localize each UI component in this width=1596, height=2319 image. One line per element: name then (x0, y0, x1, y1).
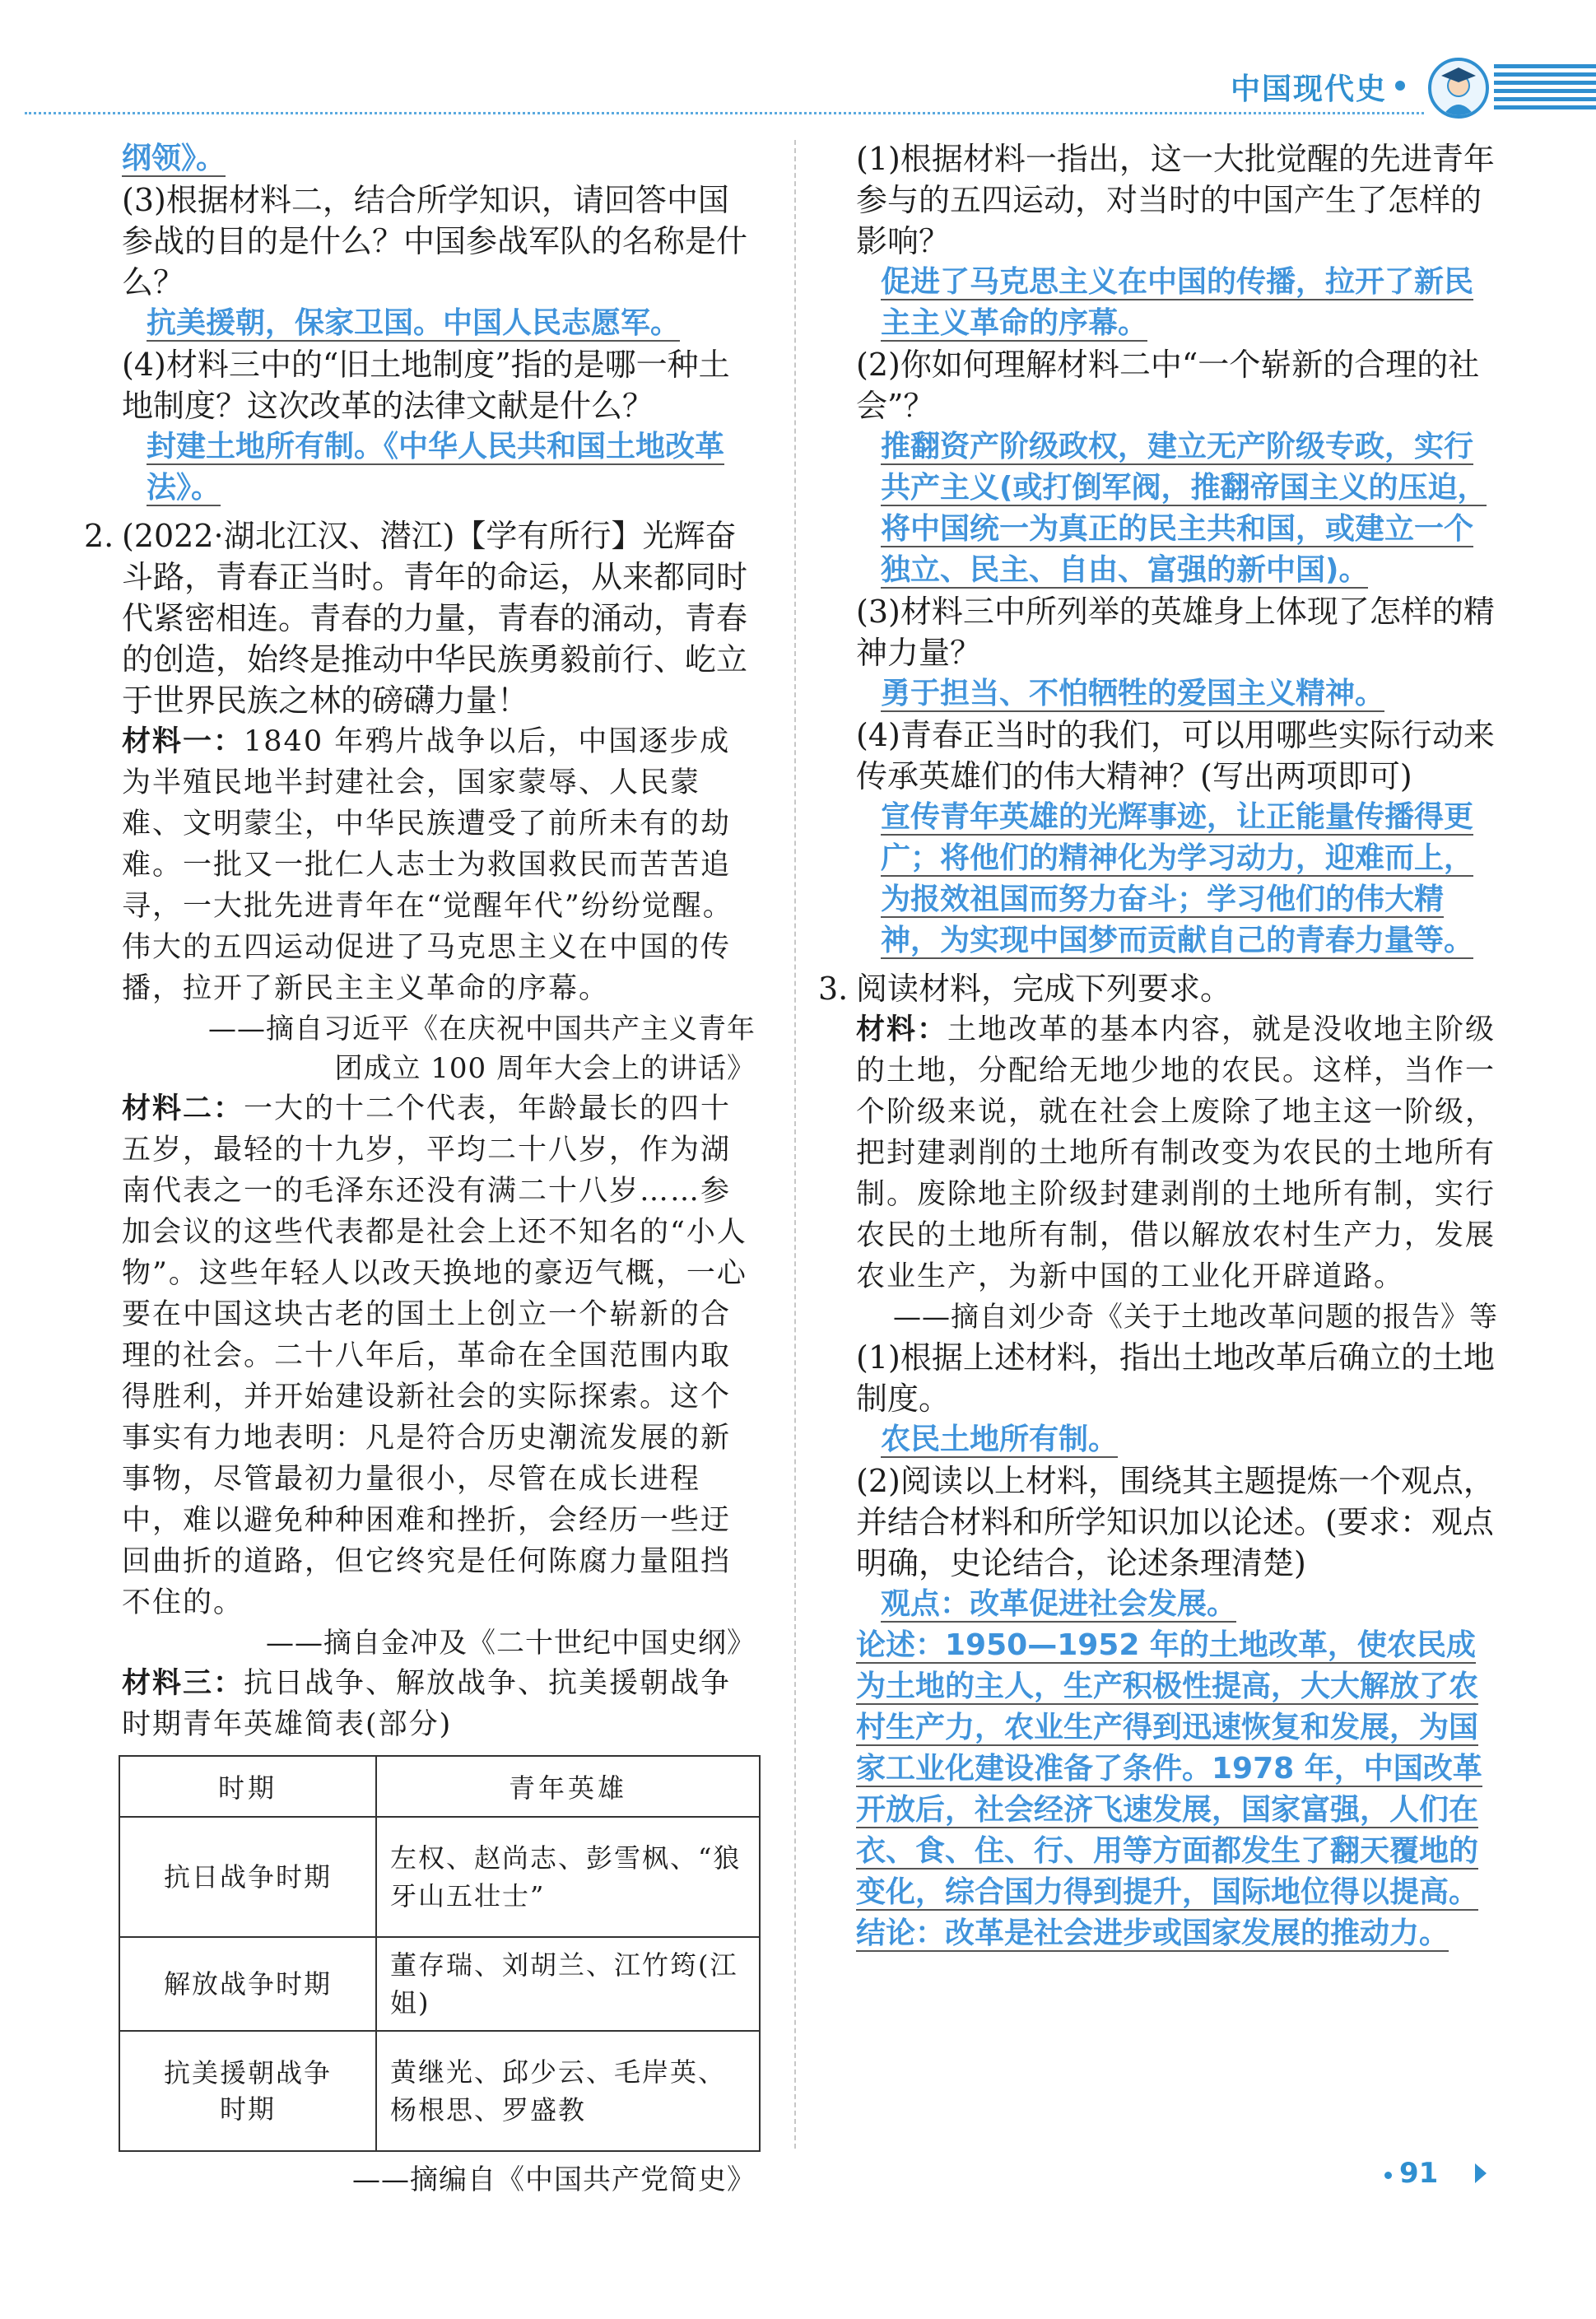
q3-sub-question-2: (2)阅读以上材料，围绕其主题提炼一个观点，并结合材料和所学知识加以论述。(要求：观点明确，史论结合，论述条理清楚) (856, 1463, 1495, 1581)
material-label: 材料： (856, 1013, 948, 1046)
material-3 (122, 1663, 756, 1745)
material-3-text: 抗日战争、解放战争、抗美援朝战争时期青年英雄简表(部分) (122, 1667, 732, 1741)
question-2-number: 2. (84, 518, 114, 554)
q3-conclusion (856, 1913, 1498, 1954)
q3-sub-question-1: (1)根据上述材料，指出土地改革后确立的土地制度。 (856, 1339, 1495, 1417)
section-title: 中国现代史 (1231, 72, 1388, 106)
sub-question-4: (4)青春正当时的我们，可以用哪些实际行动来传承英雄们的伟大精神？(写出两项即可) (856, 717, 1495, 794)
material-1-text: 1840 年鸦片战争以后，中国逐步成为半殖民地半封建社会，国家蒙辱、人民蒙难、文明蒙尘，中华民族遭受了前所未有的劫难。一批又一批仁人志士为救国救民而苦苦追寻，一大批先进青年在“觉醒年代”纷纷觉醒。伟大的五四运动促进了马克思主义在中国的传播，拉开了新民主主义革命的序幕。 (122, 725, 733, 1005)
header-stripes (1494, 64, 1596, 114)
material (856, 1009, 1498, 1297)
table-cell-heroes: 黄继光、邱少云、毛岸英、杨根思、罗盛教 (376, 2031, 760, 2151)
answer-3-text: 抗美援朝，保家卫国。中国人民志愿军。 (147, 306, 681, 340)
table-header-period: 时期 (119, 1756, 376, 1817)
question-3-number: 3. (818, 971, 849, 1007)
answer-4-text: 封建土地所有制。《中华人民共和国土地改革法》。 (147, 430, 725, 505)
next-arrow-icon (1475, 2163, 1487, 2183)
question-2-block (84, 515, 756, 721)
material-3-label: 材料三： (122, 1667, 244, 1700)
material-1-source-2: 团成立 100 周年大会上的讲话》 (334, 1052, 756, 1085)
answer-text (122, 138, 756, 179)
table-row (119, 1937, 760, 2031)
sub-answer-1-text: 促进了马克思主义在中国的传播，拉开了新民主主义革命的序幕。 (881, 265, 1474, 340)
title-dot (1395, 81, 1405, 91)
page-number-dot (1384, 2172, 1392, 2179)
material-2-text: 一大的十二个代表，年龄最长的四十五岁，最轻的十九岁，平均二十八岁，作为湖南代表之一的毛泽东还没有满二十八岁……参加会议的这些代表都是社会上还不知名的“小人物”。这些年轻人以改天换地的豪迈气概，一心要在中国这块古老的国土上创立一个崭新的合理的社会。二十八年后，革命在全国范围内取得胜利，并开始建设新社会的实际探索。这个事实有力地表明：凡是符合历史潮流发展的新事物，尽管最初力量很小，尽管在成长进程中，难以避免种种困难和挫折，会经历一些迂回曲折的道路，但它终究是任何陈腐力量阻挡不住的。 (122, 1092, 747, 1619)
material-2 (122, 1088, 756, 1623)
q3-view (856, 1584, 1498, 1625)
answer-3 (122, 303, 756, 344)
material-1 (122, 721, 756, 1009)
material-3-source: ——摘编自《中国共产党简史》 (352, 2163, 756, 2196)
sub-question-3: (3)材料三中所列举的英雄身上体现了怎样的精神力量？ (856, 594, 1495, 671)
sub-answer-1 (856, 262, 1498, 344)
question-4: (4)材料三中的“旧土地制度”指的是哪一种土地制度？这次改革的法律文献是什么？ (122, 347, 730, 424)
prev-answer-tail: 纲领》。 (122, 142, 226, 175)
student-avatar-icon (1428, 58, 1489, 119)
material-2-source: ——摘自金冲及《二十世纪中国史纲》 (266, 1627, 756, 1660)
answer-4 (122, 426, 756, 509)
sub-answer-4 (856, 797, 1498, 962)
question-2-intro: (2022·湖北江汉、潜江)【学有所行】光辉奋斗路，青春正当时。青年的命运，从来都同时代紧密相连。青春的力量，青春的涌动，青春的创造，始终是推动中华民族勇毅前行、屹立于世界民族之林的磅礴力量！ (122, 518, 748, 719)
sub-answer-2-text: 推翻资产阶级政权，建立无产阶级专政，实行共产主义(或打倒军阀，推翻帝国主义的压迫，将中国统一为真正的民主共和国，或建立一个独立、民主、自由、富强的新中国)。 (881, 430, 1487, 587)
q3-argument (856, 1625, 1498, 1913)
material-1-label: 材料一： (122, 725, 244, 758)
material-1-source-1: ——摘自习近平《在庆祝中国共产主义青年 (208, 1013, 756, 1045)
sub-question-1: (1)根据材料一指出，这一大批觉醒的先进青年参与的五四运动，对当时的中国产生了怎样的影响？ (856, 141, 1495, 259)
q3-sub-answer-1-text: 农民土地所有制。 (881, 1423, 1119, 1456)
sub-answer-2 (856, 426, 1498, 591)
hero-table (119, 1755, 761, 2152)
q3-conclusion-text: 结论：改革是社会进步或国家发展的推动力。 (856, 1916, 1449, 1950)
table-header-row (119, 1756, 760, 1817)
sub-answer-3 (856, 673, 1498, 715)
column-divider (794, 140, 796, 2149)
table-cell-period: 解放战争时期 (119, 1937, 376, 2031)
material-source: ——摘自刘少奇《关于土地改革问题的报告》等 (893, 1301, 1498, 1334)
q3-view-text: 观点：改革促进社会发展。 (881, 1587, 1237, 1621)
table-header-heroes: 青年英雄 (376, 1756, 760, 1817)
table-cell-heroes: 左权、赵尚志、彭雪枫、“狼牙山五壮士” (376, 1817, 760, 1937)
left-column (84, 138, 756, 2200)
header-divider (25, 112, 1424, 114)
table-cell-period: 抗美援朝战争时期 (119, 2031, 376, 2151)
q3-argument-text: 论述：1950—1952 年的土地改革，使农民成为土地的主人，生产积极性提高，大大解放了农村生产力，农业生产得到迅速恢复和发展，为国家工业化建设准备了条件。1978 年，中国改革开放后，社会经济飞速发展，国家富强，人们在衣、食、住、行、用等方面都发生了翻天覆地的变化，综合国力得到提升，国际地位得以提高。 (856, 1628, 1482, 1909)
material-2-label: 材料二： (122, 1092, 244, 1125)
page-number: 91 (1399, 2157, 1439, 2190)
table-row (119, 1817, 760, 1937)
table-cell-heroes: 董存瑞、刘胡兰、江竹筠(江姐) (376, 1937, 760, 2031)
question-3-block (818, 968, 1498, 1009)
sub-question-2: (2)你如何理解材料二中“一个崭新的合理的社会”？ (856, 347, 1480, 424)
q3-sub-answer-1 (856, 1419, 1498, 1460)
sub-answer-3-text: 勇于担当、不怕牺牲的爱国主义精神。 (881, 677, 1385, 710)
right-column (818, 138, 1498, 1954)
material-text: 土地改革的基本内容，就是没收地主阶级的土地，分配给无地少地的农民。这样，当作一个阶级来说，就在社会上废除了地主这一阶级，把封建剥削的土地所有制改变为农民的土地所有制。废除地主阶级封建剥削的土地所有制，实行农民的土地所有制，借以解放农村生产力，发展农业生产，为新中国的工业化开辟道路。 (856, 1013, 1496, 1293)
question-3: (3)根据材料二，结合所学知识，请回答中国参战的目的是什么？中国参战军队的名称是什么？ (122, 182, 748, 300)
table-cell-period: 抗日战争时期 (119, 1817, 376, 1937)
question-3-intro: 阅读材料，完成下列要求。 (856, 971, 1232, 1007)
sub-answer-4-text: 宣传青年英雄的光辉事迹，让正能量传播得更广；将他们的精神化为学习动力，迎难而上，为报效祖国而努力奋斗；学习他们的伟大精神，为实现中国梦而贡献自己的青春力量等。 (881, 800, 1474, 957)
table-row (119, 2031, 760, 2151)
